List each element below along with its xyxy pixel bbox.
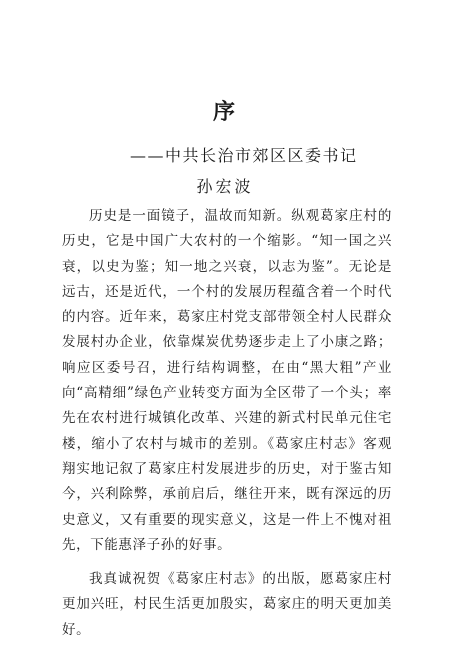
paragraph-1: 历史是一面镜子，温故而知新。纵观葛家庄村的历史，它是中国广大农村的一个缩影。“知一国之兴衰，以史为鉴；知一地之兴衰，以志为鉴”。无论是远古，还是近代，一个村的发展历程蕴含着一个时代的内容。近年来，葛家庄村党支部带领全村人民群众发展村办企业，依靠煤炭优势逐步走上了小康之路；响应区委号召，进行结构调整，在由“黑大粗”产业向“高精细”绿色产业转变方面为全区带了一个头；率先在农村进行城镇化改革、兴建的新式村民单元住宅楼，缩小了农村与城市的差别。《葛家庄村志》客观翔实地记叙了葛家庄村发展进步的历史，对于鉴古知今，兴利除弊，承前启后，继往开来，既有深远的历史意义，又有重要的现实意义，这是一件上不愧对祖先，下能惠泽子孙的好事。 xyxy=(62,208,392,553)
author-org: ——中共长治市郊区区委书记 xyxy=(130,146,358,165)
author-name: 孙宏波 xyxy=(196,177,254,196)
page-title: 序 xyxy=(212,99,237,125)
body-text xyxy=(62,204,392,652)
paragraph-2: 我真诚祝贺《葛家庄村志》的出版，愿葛家庄村更加兴旺，村民生活更加殷实，葛家庄的明天更加美好。 xyxy=(62,571,392,638)
